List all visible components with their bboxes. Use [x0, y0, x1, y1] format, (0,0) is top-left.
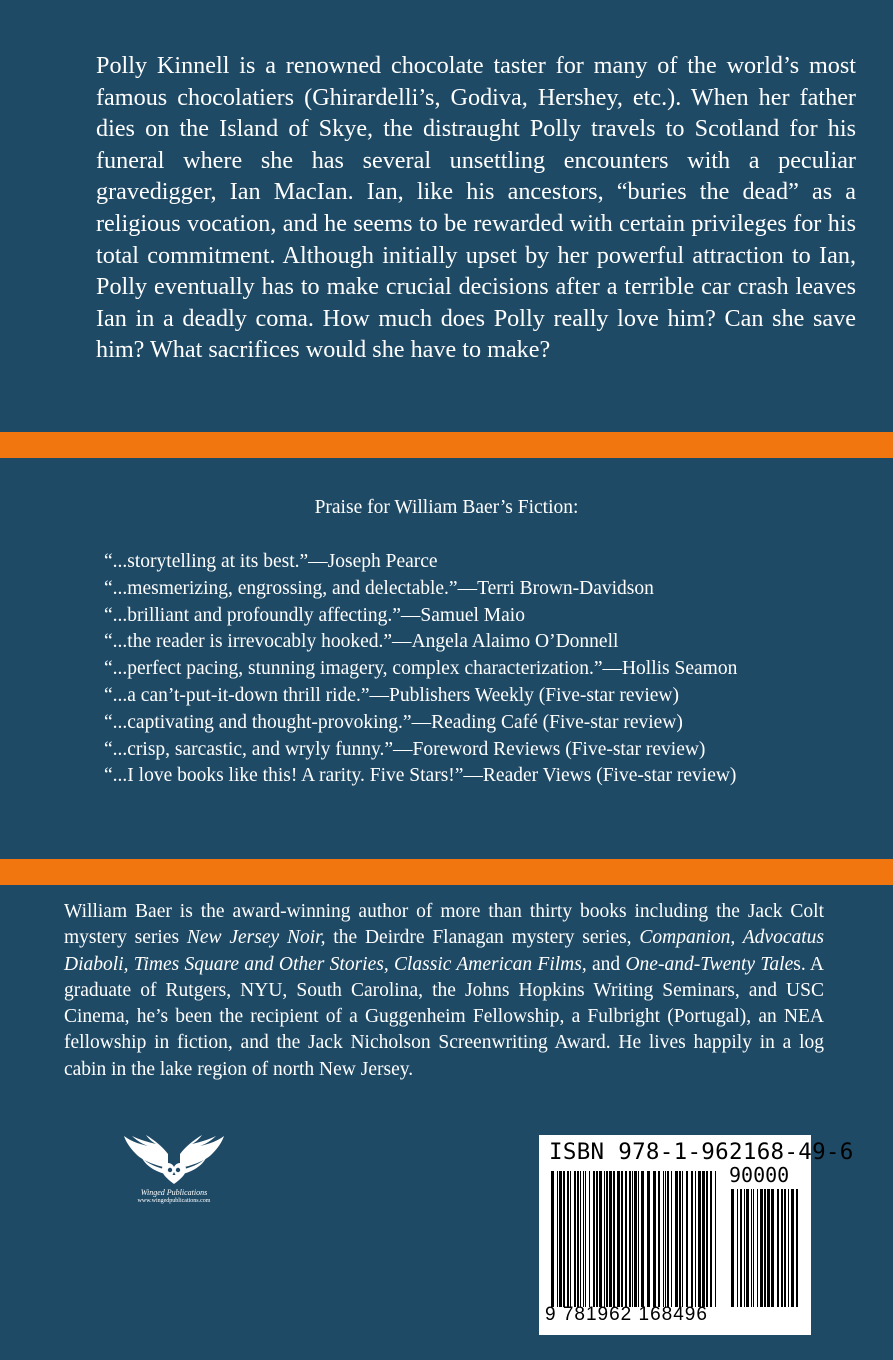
price-addon-label: 90000	[729, 1163, 790, 1187]
bio-text: William Baer is the award-winning author of more than thirty books including the Jack Colt mystery series	[64, 901, 824, 949]
bio-title: One-and-Twenty Tale	[625, 953, 794, 975]
praise-quote: “...mesmerizing, engrossing, and delectable.”—Terri Brown-Davidson	[104, 577, 654, 599]
bio-text: the Deirdre Flanagan mystery series,	[325, 927, 640, 949]
praise-quote: “...captivating and thought-provoking.”—Reading Café (Five-star review)	[104, 711, 683, 733]
ean-digits: 9 781962 168496	[545, 1304, 708, 1325]
isbn-barcode	[539, 1135, 854, 1335]
isbn-label: ISBN 978-1-962168-49-6	[549, 1139, 854, 1165]
praise-quote: “...a can’t-put-it-down thrill ride.”—Publishers Weekly (Five-star review)	[104, 684, 679, 706]
praise-quote: “...crisp, sarcastic, and wryly funny.”—Foreword Reviews (Five-star review)	[104, 738, 706, 760]
praise-quote: “...storytelling at its best.”—Joseph Pearce	[104, 551, 438, 572]
praise-quote: “...brilliant and profoundly affecting.”—Samuel Maio	[104, 604, 525, 626]
orange-divider-bottom	[0, 859, 893, 885]
praise-list	[104, 549, 737, 790]
bio-title: New Jersey Noir,	[186, 927, 326, 949]
synopsis-paragraph: Polly Kinnell is a renowned chocolate taster for many of the world’s most famous chocolatiers (Ghirardelli’s, Godiva, Hershey, etc.). When her father dies on the Island of Skye, the distraught Polly travels to Scotland for his funeral where she has several unsettling encounters with a peculiar gravedigger, Ian MacIan. Ian, like his ancestors, “buries the dead” as a religious vocation, and he seems to be rewarded with certain privileges for his total commitment. Although initially upset by her powerful attraction to Ian, Polly eventually has to make crucial decisions after a terrible car crash leaves Ian in a deadly coma. How much does Polly really love him? Can she save him? What sacrifices would she have to make?	[96, 52, 856, 364]
bio-text: and	[586, 953, 626, 975]
praise-quote: “...I love books like this! A rarity. Five Stars!”—Reader Views (Five-star review)	[104, 765, 737, 787]
orange-divider-top	[0, 432, 893, 458]
publisher-url: www.wingedpublications.com	[137, 1198, 211, 1204]
praise-heading: Praise for William Baer’s Fiction:	[314, 497, 579, 518]
author-bio	[64, 899, 824, 1083]
bio-title: Companion, Advocatus Diaboli, Times Square and Other Stories, Classic American Films,	[64, 927, 824, 975]
barcode-bars	[549, 1171, 721, 1307]
addon-barcode-bars	[729, 1189, 801, 1307]
publisher-name: Winged Publications	[140, 1188, 208, 1197]
praise-quote: “...the reader is irrevocably hooked.”—Angela Alaimo O’Donnell	[104, 631, 619, 653]
winged-heart-icon	[118, 1134, 230, 1188]
praise-quote: “...perfect pacing, stunning imagery, complex characterization.”—Hollis Seamon	[104, 658, 738, 680]
bio-text: s. A graduate of Rutgers, NYU, South Carolina, the Johns Hopkins Writing Seminars, and USC Cinema, he’s been the recipient of a Guggenheim Fellowship, a Fulbright (Portugal), an NEA fellowship in fiction, and the Jack Nicholson Screenwriting Award. He lives happily in a log cabin in the lake region of north New Jersey.	[64, 953, 825, 1080]
publisher-logo	[118, 1134, 230, 1214]
